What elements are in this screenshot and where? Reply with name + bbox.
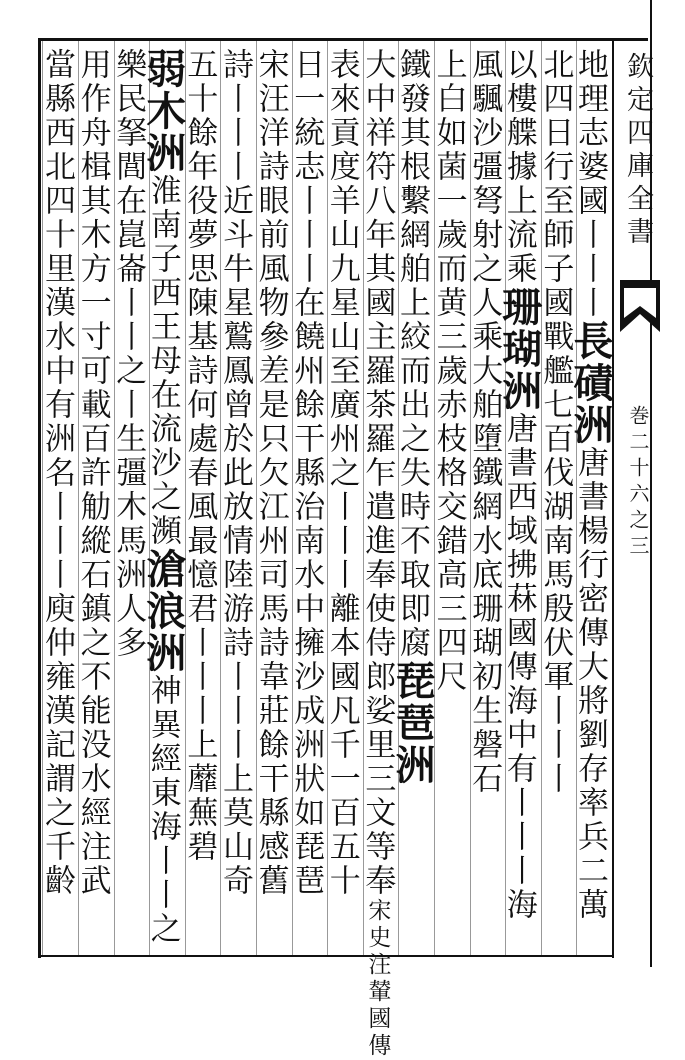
text-segment: 樂民拏閭在崑崙丨丨之 bbox=[110, 48, 147, 388]
text-segment: 唐書楊行密傳大將劉存率兵二萬 bbox=[571, 446, 608, 922]
text-segment: 淮南子西王母在流沙之瀕 bbox=[144, 174, 181, 548]
text-column bbox=[38, 48, 74, 948]
text-segment: 以樓艓據上流乘 bbox=[500, 48, 537, 286]
text-segment: 神異經東海丨丨之 bbox=[144, 674, 181, 946]
margin-strip bbox=[612, 0, 685, 967]
bottom-border bbox=[40, 955, 612, 957]
text-segment: 五十餘年役夢思陳基詩何處春風最憶君丨丨丨上蘼蕪碧 bbox=[181, 48, 218, 864]
text-segment: 鐵發其根繫網舶上絞而出之失時不取即腐 bbox=[393, 48, 430, 660]
entry-heading: 珊瑚洲 bbox=[495, 286, 543, 412]
entry-heading: 弱木洲 bbox=[139, 48, 187, 174]
text-segment: 詩丨丨丨近斗牛星鷲鳳曾於此放情陸游詩丨丨丨上莫山奇 bbox=[216, 48, 253, 898]
collection-title: 欽定四庫全書 bbox=[622, 52, 653, 250]
text-column bbox=[495, 48, 543, 948]
source-note: 宋史注輦國傳 bbox=[364, 898, 391, 1060]
entry-heading: 滄浪洲 bbox=[139, 548, 187, 674]
text-column bbox=[359, 48, 396, 1060]
text-column bbox=[110, 48, 146, 948]
text-segment: 風颿沙彊弩射之 bbox=[466, 48, 503, 286]
text-column bbox=[388, 48, 436, 948]
text-segment: 唐書西域拂菻國傳海中有丨丨丨海 bbox=[500, 412, 537, 922]
text-segment: 用作舟楫其木方一寸可載百許觔縱石鎮之不能没水經注武 bbox=[74, 48, 111, 898]
text-segment: 當縣西北四十里漢水中有洲名丨丨丨庾仲雍漢記謂之千齡 bbox=[38, 48, 75, 898]
entry-heading: 長磧洲 bbox=[566, 320, 614, 446]
text-segment: 宋汪洋詩眼前風物參差是只欠江州司馬詩韋莊餘干縣感舊 bbox=[252, 48, 289, 898]
fish-tail-mark bbox=[618, 278, 662, 334]
text-segment: 大中祥符八年其國主羅茶羅乍遣進奉使侍郎娑里三文等奉 bbox=[359, 48, 396, 898]
text-column bbox=[216, 48, 252, 948]
text-column bbox=[139, 48, 187, 948]
text-column bbox=[181, 48, 217, 948]
fascicle-label: 巻二十六之三 bbox=[626, 405, 650, 561]
text-segment: 上白如菌一歲而黄三歲赤枝格交錯高三四尺 bbox=[430, 48, 467, 694]
text-column bbox=[537, 48, 573, 948]
text-column bbox=[288, 48, 324, 948]
top-border bbox=[40, 38, 648, 41]
text-segment: 地理志婆國丨丨丨 bbox=[571, 48, 608, 320]
text-segment: 丨生彊木馬洲人多 bbox=[110, 388, 147, 660]
text-segment: 人乘大舶墮鐵網水底珊瑚初生磐石 bbox=[466, 286, 503, 796]
text-column bbox=[566, 48, 614, 948]
text-column bbox=[430, 48, 466, 948]
entry-heading: 琵琶洲 bbox=[388, 660, 436, 786]
text-column bbox=[323, 48, 359, 948]
text-column bbox=[74, 48, 110, 948]
text-column bbox=[252, 48, 288, 948]
text-segment: 日一統志丨丨丨在饒州餘干縣治南水中擁沙成洲狀如琵琶 bbox=[288, 48, 325, 898]
text-column bbox=[466, 48, 502, 948]
text-segment: 戰艦七百伐湖南馬殷伏軍丨丨丨 bbox=[537, 320, 574, 796]
text-segment: 表來貢度羊山九星山至廣州之丨丨丨離本國凡千一百五十 bbox=[323, 48, 360, 898]
text-segment: 北四日行至師子國 bbox=[537, 48, 574, 320]
